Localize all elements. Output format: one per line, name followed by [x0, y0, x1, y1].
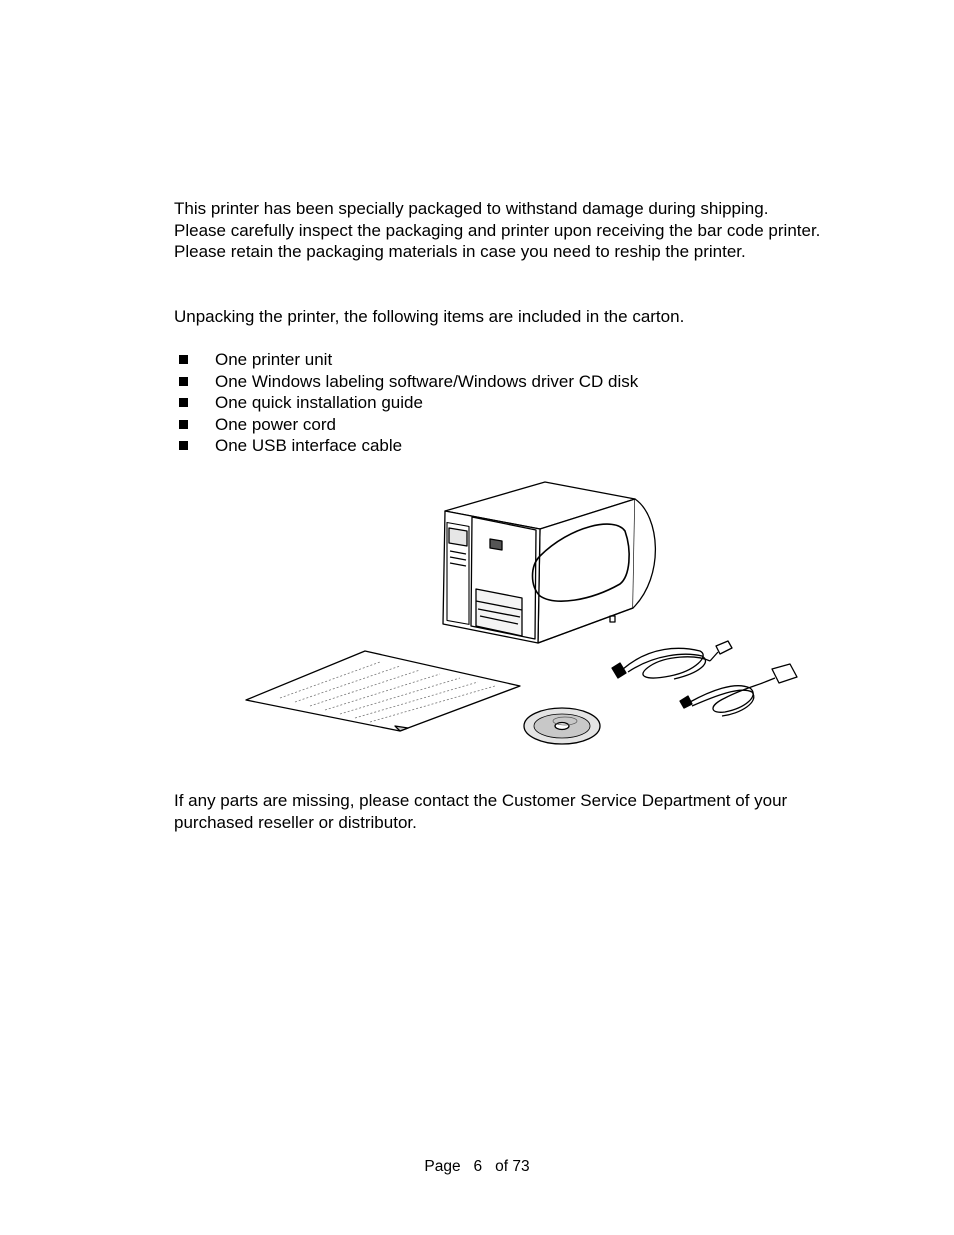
square-bullet-icon — [179, 355, 188, 364]
intro-line: Please retain the packaging materials in case you need to reship the printer. — [174, 242, 746, 261]
page-footer — [0, 1158, 954, 1176]
package-contents-illustration — [240, 476, 810, 752]
square-bullet-icon — [179, 420, 188, 429]
page-number: 6 — [473, 1158, 483, 1175]
list-item: One Windows labeling software/Windows driver CD disk — [178, 371, 638, 393]
square-bullet-icon — [179, 377, 188, 386]
square-bullet-icon — [179, 441, 188, 450]
page-total: of 73 — [495, 1158, 530, 1175]
list-item: One USB interface cable — [178, 435, 638, 457]
square-bullet-icon — [179, 398, 188, 407]
cd-disk-illustration — [524, 708, 600, 744]
printer-unit-illustration — [443, 482, 655, 643]
missing-line: If any parts are missing, please contact the Customer Service Department of your — [174, 791, 788, 810]
carton-items-list — [178, 349, 638, 457]
list-item: One quick installation guide — [178, 392, 638, 414]
missing-parts-paragraph — [174, 790, 787, 833]
quick-guide-illustration — [246, 651, 520, 731]
usb-cable-illustration — [612, 641, 732, 679]
page-label: Page — [424, 1158, 461, 1175]
list-item: One power cord — [178, 414, 638, 436]
intro-line: This printer has been specially packaged to withstand damage during shipping. — [174, 199, 769, 218]
intro-line: Please carefully inspect the packaging and printer upon receiving the bar code printer. — [174, 220, 821, 240]
intro-paragraph — [174, 198, 820, 263]
power-cord-illustration — [680, 664, 797, 716]
missing-line: purchased reseller or distributor. — [174, 812, 417, 832]
list-item: One printer unit — [178, 349, 638, 371]
unpack-intro-text: Unpacking the printer, the following items are included in the carton. — [174, 307, 685, 326]
